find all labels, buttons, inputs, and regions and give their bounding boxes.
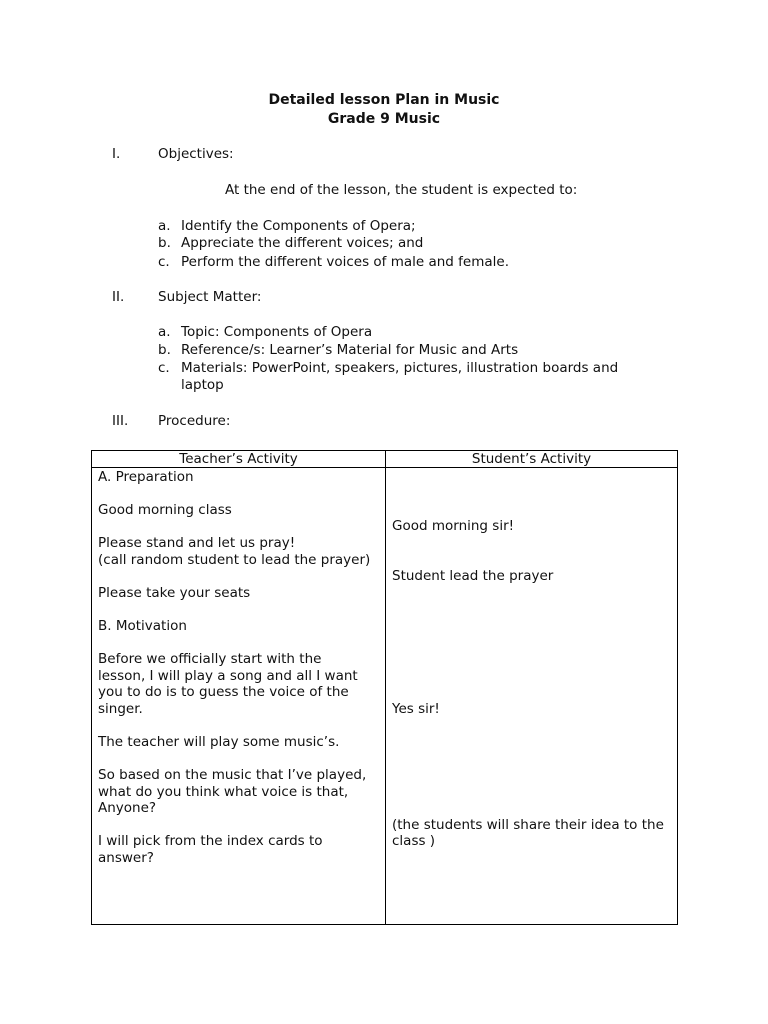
objectives-heading: Objectives: — [158, 146, 234, 162]
student-line: Yes sir! — [392, 701, 440, 717]
objectives-numeral: I. — [112, 146, 121, 162]
subject-matter-numeral: II. — [112, 289, 125, 305]
objectives-intro: At the end of the lesson, the student is expected to: — [225, 182, 578, 198]
teacher-line: Please stand and let us pray! — [98, 535, 296, 551]
teacher-activity-cell — [92, 468, 386, 925]
procedure-heading: Procedure: — [158, 413, 231, 429]
document-subtitle: Grade 9 Music — [327, 111, 441, 127]
teacher-line: Good morning class — [98, 502, 232, 518]
teacher-line: singer. — [98, 701, 143, 717]
teacher-line: what do you think what voice is that, — [98, 784, 349, 800]
document-title: Detailed lesson Plan in Music — [268, 92, 500, 108]
teacher-line: Anyone? — [98, 800, 157, 816]
teacher-line: A. Preparation — [98, 469, 194, 485]
student-activity-cell — [386, 468, 678, 925]
teacher-line: Please take your seats — [98, 585, 251, 601]
teacher-line: (call random student to lead the prayer) — [98, 552, 371, 568]
subject-matter-heading: Subject Matter: — [158, 289, 262, 305]
procedure-numeral: III. — [112, 413, 129, 429]
teacher-line: Before we officially start with the — [98, 651, 322, 667]
teacher-line: you to do is to guess the voice of the — [98, 684, 349, 700]
student-activity-header: Student’s Activity — [386, 451, 678, 468]
student-line: class ) — [392, 833, 436, 849]
student-line: Student lead the prayer — [392, 568, 554, 584]
student-line: Good morning sir! — [392, 518, 515, 534]
teacher-line: I will pick from the index cards to — [98, 833, 323, 849]
teacher-line: So based on the music that I’ve played, — [98, 767, 367, 783]
procedure-table — [91, 450, 678, 925]
teacher-line: answer? — [98, 850, 154, 866]
teacher-activity-header: Teacher’s Activity — [92, 451, 386, 468]
teacher-line: lesson, I will play a song and all I want — [98, 668, 358, 684]
student-line: (the students will share their idea to the — [392, 817, 664, 833]
teacher-line: B. Motivation — [98, 618, 187, 634]
teacher-line: The teacher will play some music’s. — [98, 734, 340, 750]
